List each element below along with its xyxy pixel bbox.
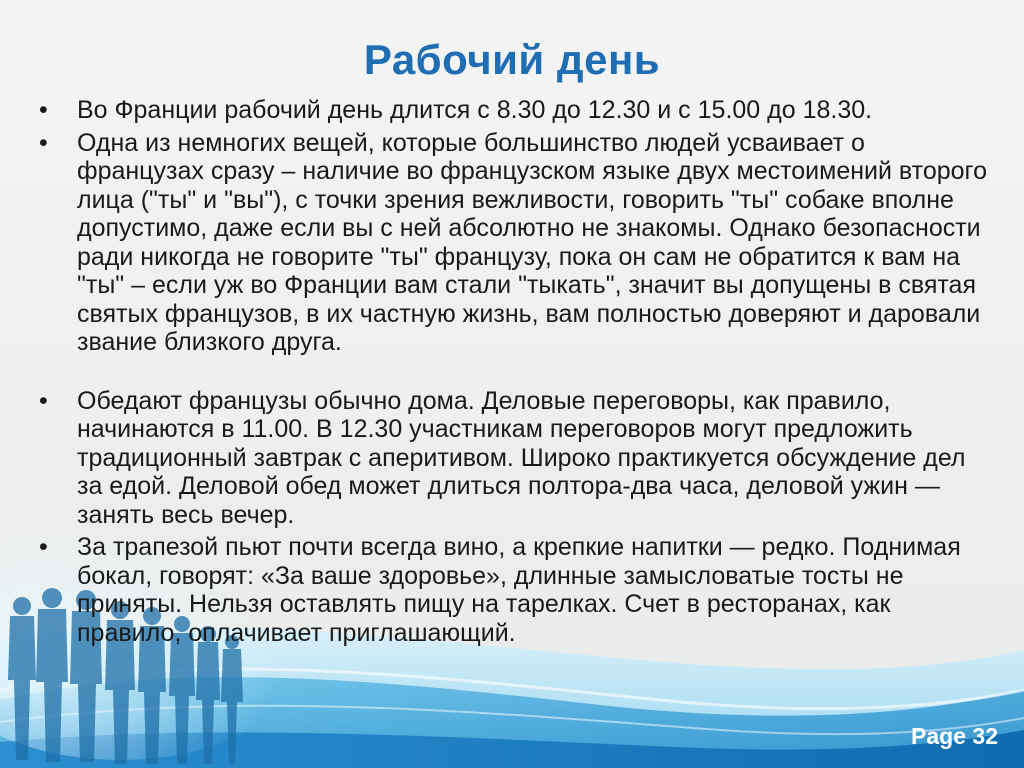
list-item bbox=[36, 387, 996, 530]
bullet-marker: • bbox=[39, 96, 48, 124]
bullet-marker: • bbox=[39, 386, 48, 415]
list-item bbox=[36, 533, 996, 647]
page-number: Page 32 bbox=[911, 723, 998, 749]
bullet-text: Обедают французы обычно дома. Деловые переговоры, как правило, начинаются в 11.00. В 12.30 участникам переговоров могут предложить традиционный завтрак с аперитивом. Широко практикуется обсуждение дел за едой. Деловой обед может длиться полтора-два часа, деловой ужин — занять весь вечер. bbox=[77, 386, 966, 529]
bullet-text: За трапезой пьют почти всегда вино, а крепкие напитки — редко. Поднимая бокал, говорят: «За ваше здоровье», длинные замысловатые тосты не приняты. Нельзя оставлять пищу на тарелках. Счет в ресторанах, как правило, оплачивает приглашающий. bbox=[77, 533, 961, 647]
bullet-text: Одна из немногих вещей, которые большинство людей усваивает о французах сразу – наличие во французском языке двух местоимений второго лица ("ты" и "вы"), с точки зрения вежливости, говорить "ты" собаке вполне допустимо, даже если вы с ней абсолютно не знакомы. Однако безопасности ради никогда не говорите "ты" французу, пока он сам не обратится к вам на "ты" – если уж во Франции вам стали "тыкать", значит вы допущены в святая святых французов, в их частную жизнь, вам полностью доверяют и даровали звание близкого друга. bbox=[77, 128, 987, 356]
bullet-marker: • bbox=[39, 128, 48, 157]
slide-body bbox=[36, 96, 996, 651]
bullet-marker: • bbox=[39, 533, 48, 561]
bullet-text: Во Франции рабочий день длится с 8.30 до 12.30 и с 15.00 до 18.30. bbox=[77, 96, 873, 124]
list-item bbox=[36, 129, 996, 357]
list-item bbox=[36, 96, 996, 125]
slide-title: Рабочий день bbox=[363, 36, 661, 83]
